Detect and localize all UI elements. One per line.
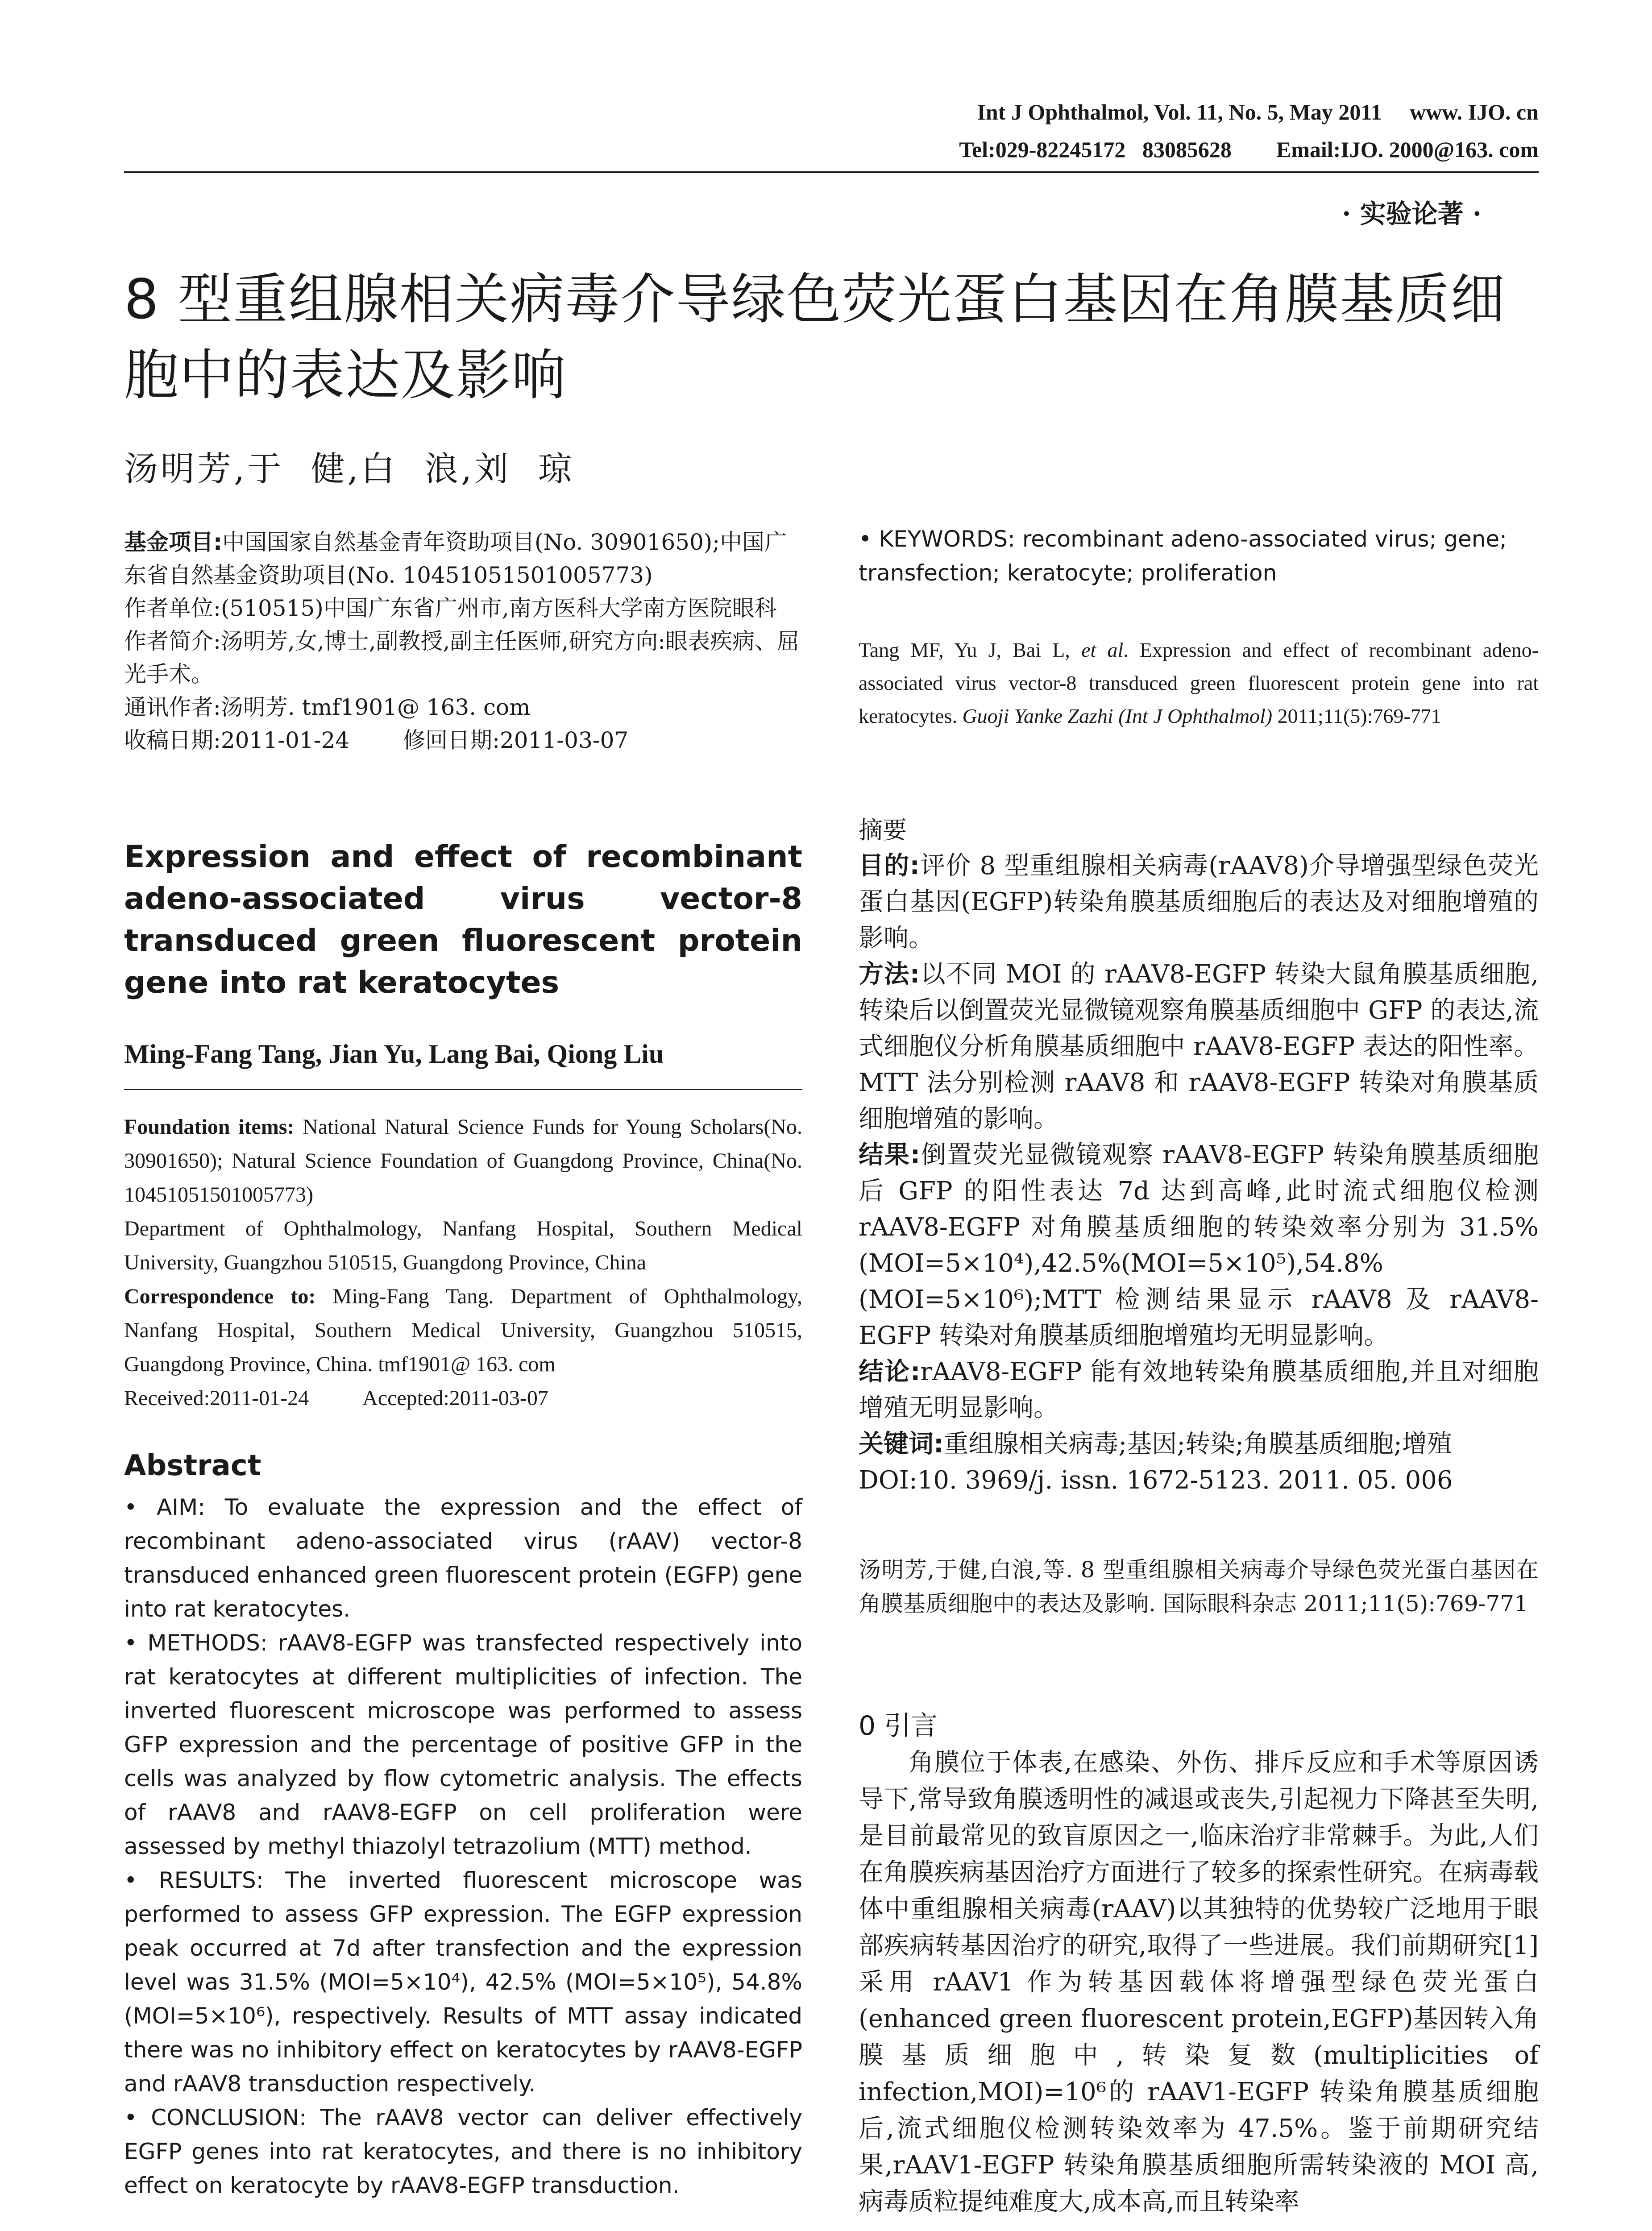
abstract-en (124, 1490, 802, 2202)
correspondence-cn: 通讯作者:汤明芳. tmf1901@ 163. com (124, 694, 531, 720)
abstract-cn-heading: 摘要 (859, 816, 907, 844)
foundation-cn: 基金项目:中国国家自然基金青年资助项目(No. 30901650);中国广东省自然基金资助项目(No. 10451051501005773) (124, 529, 787, 588)
abstract-heading: Abstract (124, 1449, 261, 1482)
abstract-results: • RESULTS: The inverted fluorescent microscope was performed to assess GFP expression. The EGFP expression peak occurred at 7d after transfection and the expression level was 31.5% (MOI=5×10⁴), 42.5% (MOI=5×10⁵), 54.8%(MOI=5×10⁶), respectively. Results of MTT assay indicated there was no inhibitory effect on keratocytes by rAAV8-EGFP and rAAV8 transduction respectively. (124, 1867, 802, 2097)
intro-text: 角膜位于体表,在感染、外伤、排斥反应和手术等原因诱导下,常导致角膜透明性的减退或丧失,引起视力下降甚至失明,是目前最常见的致盲原因之一,临床治疗非常棘手。为此,人们在角膜疾病基因治疗方面进行了较多的探索性研究。在病毒载体中重组腺相关病毒(rAAV)以其独特的优势较广泛地用于眼部疾病转基因治疗的研究,取得了一些进展。我们前期研究[1] 采用 rAAV1 作为转基因载体将增强型绿色荧光蛋白(enhanced green fluorescent protein,EGFP)基因转入角膜基质细胞中,转染复数(multiplicities of infection,MOI)=10⁶的 rAAV1-EGFP 转染角膜基质细胞后,流式细胞仪检测转染效率为 47.5%。鉴于前期研究结果,rAAV1-EGFP 转染角膜基质细胞所需转染液的 MOI 高,病毒质粒提纯难度大,成本高,而且转染率 (859, 1748, 1539, 2216)
unit-cn: 作者单位:(510515)中国广东省广州市,南方医科大学南方医院眼科 (124, 595, 777, 621)
journal-header-line1: Int J Ophthalmol, Vol. 11, No. 5, May 2011 www. IJO. cn (977, 100, 1539, 124)
english-title: Expression and effect of recombinant adeno-associated virus vector-8 transduced green fluorescent protein gene into rat keratocytes (124, 839, 802, 1000)
citation-en: Tang MF, Yu J, Bai L, et al. Expression and effect of recombinant adeno-associated virus vector-8 transduced green fluorescent protein gene into rat keratocytes. Guoji Yanke Zazhi (Int J Ophthalmol) 2011;11(5):769-771 (859, 639, 1539, 727)
journal-header-line2: Tel:029-82245172 83085628 Email:IJO. 2000@163. com (959, 137, 1539, 162)
doi: DOI:10. 3969/j. issn. 1672-5123. 2011. 05. 006 (859, 1466, 1453, 1495)
citation-cn: 汤明芳,于健,白浪,等. 8 型重组腺相关病毒介导绿色荧光蛋白基因在角膜基质细胞中的表达及影响. 国际眼科杂志 2011;11(5):769-771 (859, 1557, 1539, 1617)
section-tag: · 实验论著 · (1342, 199, 1482, 229)
dates-en: Received:2011-01-24 Accepted:2011-03-07 (124, 1386, 548, 1410)
header-rule (124, 171, 1539, 173)
abstract-aim: • AIM: To evaluate the expression and the effect of recombinant adeno-associated virus (rAAV) vector-8 transduced enhanced green fluorescent protein (EGFP) gene into rat keratocytes. (124, 1494, 802, 1622)
abstract-cn-conclusion: 结论:rAAV8-EGFP 能有效地转染角膜基质细胞,并且对细胞增殖无明显影响。 (859, 1357, 1539, 1422)
info-cn (124, 526, 802, 757)
abstract-cn-keywords: 关键词:重组腺相关病毒;基因;转染;角膜基质细胞;增殖 (859, 1430, 1452, 1459)
keywords-en: • KEYWORDS: recombinant adeno-associated virus; gene; transfection; keratocyte; proliferation (859, 526, 1507, 586)
intro-heading: 0 引言 (859, 1710, 938, 1742)
department-en: Department of Ophthalmology, Nanfang Hospital, Southern Medical University, Guangzhou 510515, Guangdong Province, China (124, 1217, 802, 1274)
foundation-en: Foundation items: National Natural Science Funds for Young Scholars(No. 30901650); Natural Science Foundation of Guangdong Province, China(No. 10451051501005773) Department of Ophthalmology, Nanfang Hospital, Southern Medical University, Guangzhou 510515, Guangdong Province, China Correspondence to: Ming-Fang Tang. Department of Ophthalmology, Nanfang Hospital, Southern Medical University, Guangzhou 510515, Guangdong Province, China. tmf1901@ 163. com Received:2011-01-24 Accepted:2011-03-07 (124, 1110, 802, 1415)
abstract-conclusion: • CONCLUSION: The rAAV8 vector can deliver effectively EGFP genes into rat keratocytes, and there is no inhibitory effect on keratocyte by rAAV8-EGFP transduction. (124, 2105, 802, 2198)
profile-cn: 作者简介:汤明芳,女,博士,副教授,副主任医师,研究方向:眼表疾病、屈光手术。 (124, 628, 800, 687)
authors-cn: 汤明芳,于 健,白 浪,刘 琼 (124, 449, 575, 489)
authors-rule (124, 1089, 802, 1090)
page-title: 8 型重组腺相关病毒介导绿色荧光蛋白基因在角膜基质细胞中的表达及影响 (124, 268, 1506, 407)
abstract-cn (859, 848, 1539, 1498)
abstract-cn-aim: 目的:评价 8 型重组腺相关病毒(rAAV8)介导增强型绿色荧光蛋白基因(EGFP)转染角膜基质细胞后的表达及对细胞增殖的影响。 (859, 851, 1539, 953)
abstract-methods: • METHODS: rAAV8-EGFP was transfected respectively into rat keratocytes at different multiplicities of infection. The inverted fluorescent microscope was performed to assess GFP expression and the percentage of positive GFP in the cells was analyzed by flow cytometric analysis. The effects of rAAV8 and rAAV8-EGFP on cell proliferation were assessed by methyl thiazolyl tetrazolium (MTT) method. (124, 1630, 802, 1859)
dates-cn: 收稿日期:2011-01-24 修回日期:2011-03-07 (124, 727, 629, 753)
english-authors: Ming-Fang Tang, Jian Yu, Lang Bai, Qiong Liu (124, 1039, 664, 1069)
abstract-cn-results: 结果:倒置荧光显微镜观察 rAAV8-EGFP 转染角膜基质细胞后 GFP 的阳性表达 7d 达到高峰,此时流式细胞仪检测 rAAV8-EGFP 对角膜基质细胞的转染效率分别为 31.5% (MOI=5×10⁴),42.5%(MOI=5×10⁵),54.8%(MOI=5×10⁶);MTT 检测结果显示 rAAV8 及 rAAV8-EGFP 转染对角膜基质细胞增殖均无明显影响。 (859, 1140, 1539, 1350)
abstract-cn-methods: 方法:以不同 MOI 的 rAAV8-EGFP 转染大鼠角膜基质细胞,转染后以倒置荧光显微镜观察角膜基质细胞中 GFP 的表达,流式细胞仪分析角膜基质细胞中 rAAV8-EGFP 表达的阳性率。MTT 法分别检测 rAAV8 和 rAAV8-EGFP 转染对角膜基质细胞增殖的影响。 (859, 960, 1539, 1133)
